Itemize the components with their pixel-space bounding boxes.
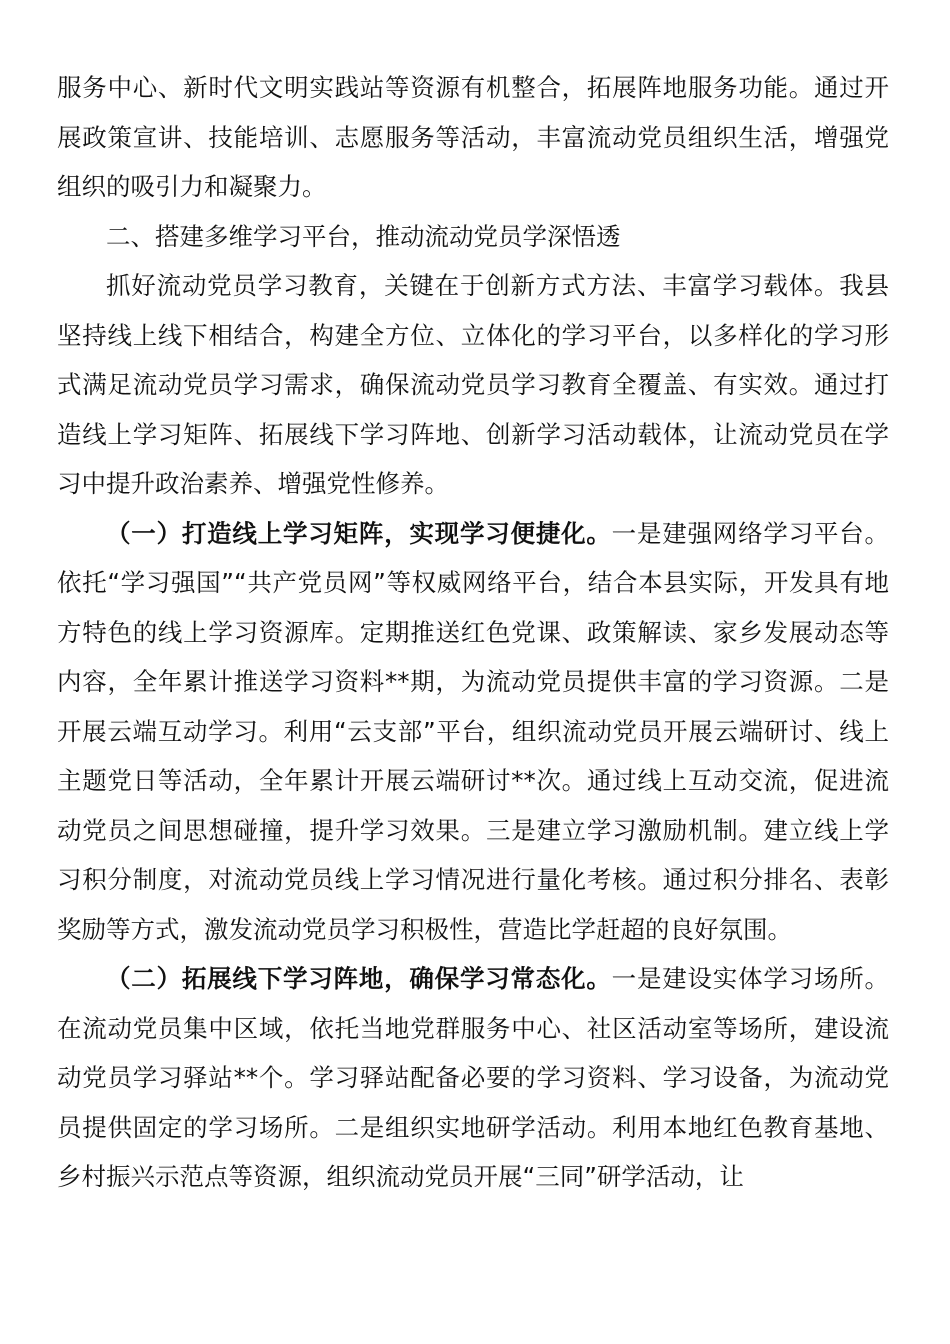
document-page — [57, 63, 889, 1202]
paragraph-continuation: 服务中心、新时代文明实践站等资源有机整合，拓展阵地服务功能。通过开展政策宣讲、技能培训、志愿服务等活动，丰富流动党员组织生活，增强党组织的吸引力和凝聚力。 — [57, 73, 889, 201]
paragraph-online-learning — [57, 509, 889, 955]
section-heading: 二、搭建多维学习平台，推动流动党员学深悟透 — [106, 221, 621, 251]
paragraph-offline-learning — [57, 954, 889, 1202]
paragraph-online-learning-body: 一是建强网络学习平台。依托“学习强国”“共产党员网”等权威网络平台，结合本县实际，开发具有地方特色的线上学习资源库。定期推送红色党课、政策解读、家乡发展动态等内容，全年累计推送学习资料**期，为流动党员提供丰富的学习资源。二是开展云端互动学习。利用“云支部”平台，组织流动党员开展云端研讨、线上主题党日等活动，全年累计开展云端研讨**次。通过线上互动交流，促进流动党员之间思想碰撞，提升学习效果。三是建立学习激励机制。建立线上学习积分制度，对流动党员线上学习情况进行量化考核。通过积分排名、表彰奖励等方式，激发流动党员学习积极性，营造比学赶超的良好氛围。 — [57, 518, 890, 944]
subheading-offline-learning: （二）拓展线下学习阵地，确保学习常态化。 — [106, 964, 612, 993]
subheading-online-learning: （一）打造线上学习矩阵，实现学习便捷化。 — [106, 518, 612, 548]
paragraph-offline-learning-body: 一是建设实体学习场所。在流动党员集中区域，依托当地党群服务中心、社区活动室等场所，建设流动党员学习驿站**个。学习驿站配备必要的学习资料、学习设备，为流动党员提供固定的学习场所。二是组织实地研学活动。利用本地红色教育基地、乡村振兴示范点等资源，组织流动党员开展“三同”研学活动，让 — [57, 964, 890, 1191]
paragraph-intro: 抓好流动党员学习教育，关键在于创新方式方法、丰富学习载体。我县坚持线上线下相结合，构建全方位、立体化的学习平台，以多样化的学习形式满足流动党员学习需求，确保流动党员学习教育全覆盖、有实效。通过打造线上学习矩阵、拓展线下学习阵地、创新学习活动载体，让流动党员在学习中提升政治素养、增强党性修养。 — [57, 271, 889, 498]
